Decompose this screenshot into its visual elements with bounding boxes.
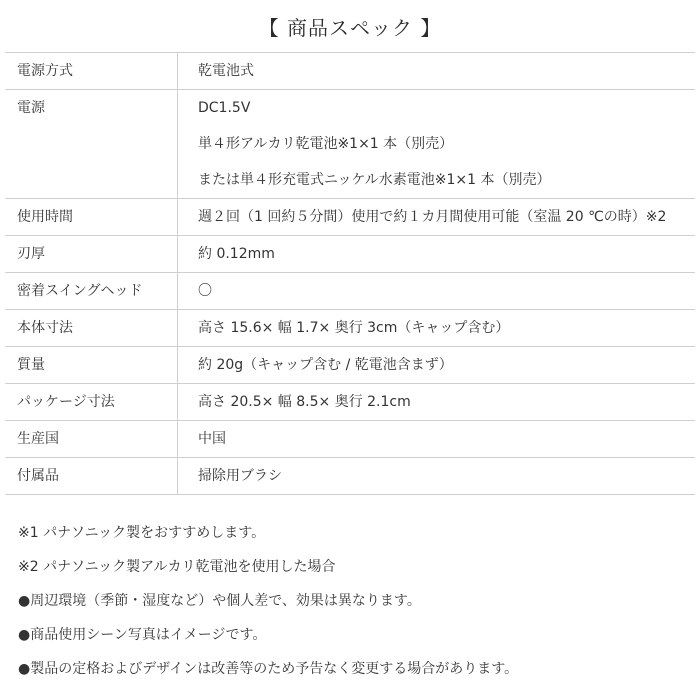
spec-value: 約 0.12mm: [178, 236, 696, 273]
spec-label: 電源方式: [5, 53, 178, 90]
table-row: [5, 53, 695, 90]
table-row: [5, 458, 695, 495]
spec-label: 電源: [5, 90, 178, 199]
table-row: [5, 199, 695, 236]
table-row: [5, 236, 695, 273]
spec-label: 本体寸法: [5, 310, 178, 347]
spec-value: DC1.5V 単４形アルカリ乾電池※1×1 本（別売） または単４形充電式ニッケル水素電池※1×1 本（別売）: [178, 90, 696, 199]
spec-value: 高さ 15.6× 幅 1.7× 奥行 3cm（キャップ含む）: [178, 310, 696, 347]
spec-label: 密着スイングヘッド: [5, 273, 178, 310]
notes-list: [18, 516, 688, 686]
spec-value: 掃除用ブラシ: [178, 458, 696, 495]
table-row: [5, 90, 695, 199]
note-item: ※1 パナソニック製をおすすめします。: [18, 525, 266, 541]
note-item: ●製品の定格およびデザインは改善等のため予告なく変更する場合があります。: [18, 661, 519, 677]
table-row: [5, 384, 695, 421]
table-row: [5, 347, 695, 384]
spec-table: [5, 52, 695, 495]
spec-value: 〇: [178, 273, 696, 310]
spec-value: 週２回（1 回約５分間）使用で約１カ月間使用可能（室温 20 ℃の時）※2: [178, 199, 696, 236]
table-row: [5, 310, 695, 347]
spec-label: 質量: [5, 347, 178, 384]
spec-label: 刃厚: [5, 236, 178, 273]
table-row: [5, 273, 695, 310]
spec-value: 約 20g（キャップ含む / 乾電池含まず）: [178, 347, 696, 384]
note-item: ●周辺環境（季節・湿度など）や個人差で、効果は異なります。: [18, 593, 421, 609]
note-item: ※2 パナソニック製アルカリ乾電池を使用した場合: [18, 559, 336, 575]
spec-value: 乾電池式: [178, 53, 696, 90]
spec-value: 中国: [178, 421, 696, 458]
page-title: 【 商品スペック 】: [258, 16, 442, 40]
spec-value: 高さ 20.5× 幅 8.5× 奥行 2.1cm: [178, 384, 696, 421]
spec-label: パッケージ寸法: [5, 384, 178, 421]
spec-label: 生産国: [5, 421, 178, 458]
table-row: [5, 421, 695, 458]
spec-label: 付属品: [5, 458, 178, 495]
spec-label: 使用時間: [5, 199, 178, 236]
note-item: ●商品使用シーン写真はイメージです。: [18, 627, 267, 643]
